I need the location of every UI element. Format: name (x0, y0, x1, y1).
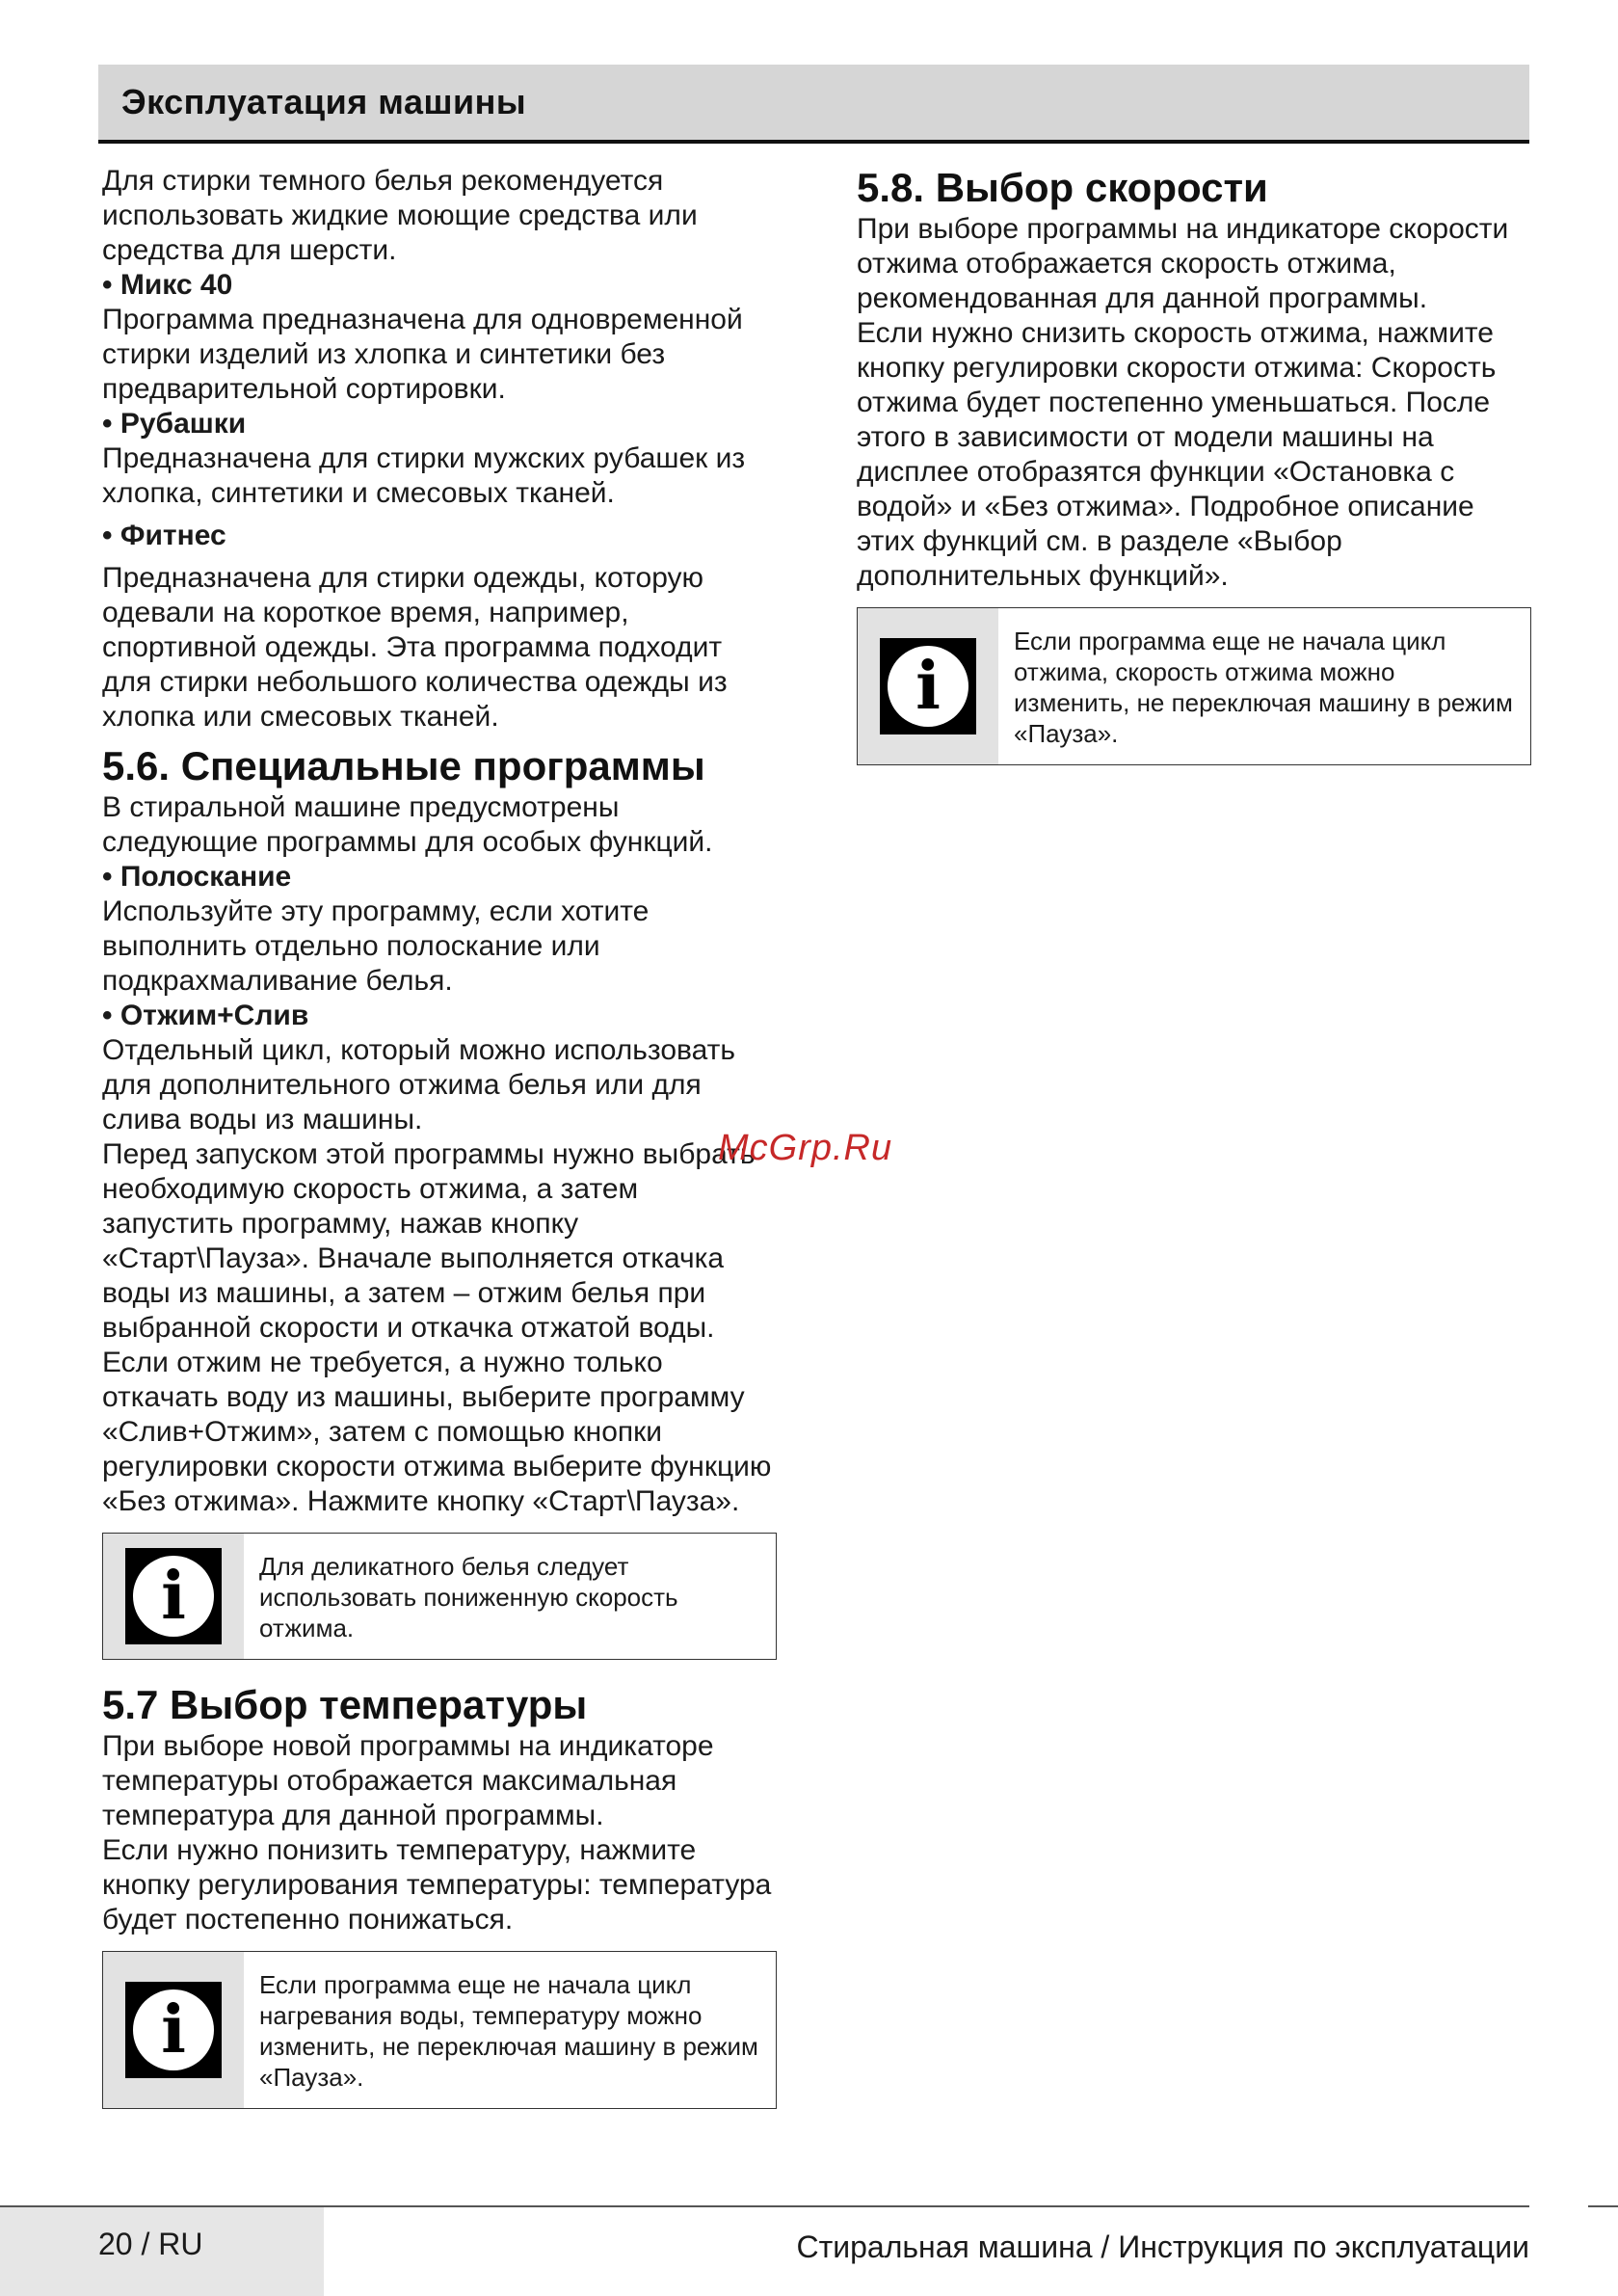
left-column (102, 164, 777, 2109)
mix-label: • Микс 40 (102, 269, 233, 301)
spin-text-2: Перед запуском этой программы нужно выбрать необходимую скорость отжима, а затем запустить программу, нажав кнопку «Старт\Пауза». Вначале выполняется откачка воды из машины, а затем – отжим белья при выбранной скорости и откачка отжатой воды. (102, 1138, 756, 1344)
info-icon-cell (103, 1952, 244, 2108)
footer-doc-title: Стиральная машина / Инструкция по эксплуатации (796, 2229, 1529, 2264)
section-5-8-text-2: Если нужно снизить скорость отжима, нажмите кнопку регулировки скорости отжима: Скорость отжима будет постепенно уменьшаться. После этого в зависимости от модели машины на дисплее отобразятся функции «Остановка с водой» и «Без отжима». Подробное описание этих функций см. в разделе «Выбор дополнительных функций». (857, 317, 1497, 592)
info-note-text: Если программа еще не начала цикл нагревания воды, температуру можно изменить, не переключая машину в режим «Пауза». (259, 1970, 758, 2092)
page-number: 20 / RU (98, 2227, 203, 2261)
rinse-text: Используйте эту программу, если хотите выполнить отдельно полоскание или подкрахмаливание белья. (102, 895, 650, 997)
spin-text-1: Отдельный цикл, который можно использовать для дополнительного отжима белья или для слива воды из машины. (102, 1034, 736, 1135)
info-note-text: Для деликатного белья следует использовать пониженную скорость отжима. (259, 1552, 678, 1642)
intro-paragraph: Для стирки темного белья рекомендуется использовать жидкие моющие средства или средства для шерсти. (102, 165, 698, 266)
info-icon: i (125, 1982, 222, 2078)
mix-text: Программа предназначена для одновременной стирки изделий из хлопка и синтетики без предварительной сортировки. (102, 304, 743, 405)
shirts-text: Предназначена для стирки мужских рубашек из хлопка, синтетики и смесовых тканей. (102, 442, 746, 509)
info-icon: i (125, 1548, 222, 1644)
right-column (857, 164, 1531, 765)
spin-text-3: Если отжим не требуется, а нужно только откачать воду из машины, выберите программу «Слив+Отжим», затем с помощью кнопки регулировки скорости отжима выберите функцию «Без отжима». Нажмите кнопку «Старт\Пауза». (102, 1347, 772, 1517)
section-5-6-intro: В стиральной машине предусмотрены следующие программы для особых функций. (102, 791, 713, 858)
page-title: Эксплуатация машины (121, 82, 527, 121)
info-icon-cell (858, 608, 998, 764)
info-note-spin (857, 607, 1531, 765)
section-5-8-title: 5.8. Выбор скорости (857, 165, 1268, 210)
rinse-label: • Полоскание (102, 861, 292, 893)
info-note-text: Если программа еще не начала цикл отжима, скорость отжима можно изменить, не переключая машину в режим «Пауза». (1014, 627, 1513, 748)
watermark: McGrp.Ru (718, 1128, 893, 1168)
fitness-label: • Фитнес (102, 520, 226, 551)
info-note-temperature (102, 1951, 777, 2109)
section-5-8-text-1: При выборе программы на индикаторе скорости отжима отображается скорость отжима, рекомендованная для данной программы. (857, 213, 1509, 314)
section-5-7-text-1: При выборе новой программы на индикаторе температуры отображается максимальная температура для данной программы. (102, 1730, 714, 1831)
info-note-delicate (102, 1533, 777, 1660)
footer-page-box (0, 2207, 324, 2296)
info-icon: i (880, 638, 976, 734)
section-5-6-title: 5.6. Специальные программы (102, 743, 705, 788)
spin-label: • Отжим+Слив (102, 1000, 309, 1031)
footer-divider-tick (1588, 2205, 1618, 2207)
info-icon-cell (103, 1534, 244, 1659)
section-5-7-title: 5.7 Выбор температуры (102, 1682, 588, 1727)
fitness-text: Предназначена для стирки одежды, которую одевали на короткое время, например, спортивной одежды. Эта программа подходит для стирки небольшого количества одежды из хлопка или смесовых тканей. (102, 562, 728, 733)
section-5-7-text-2: Если нужно понизить температуру, нажмите кнопку регулирования температуры: температура будет постепенно понижаться. (102, 1834, 772, 1936)
header-bar (98, 65, 1529, 144)
shirts-label: • Рубашки (102, 408, 247, 440)
